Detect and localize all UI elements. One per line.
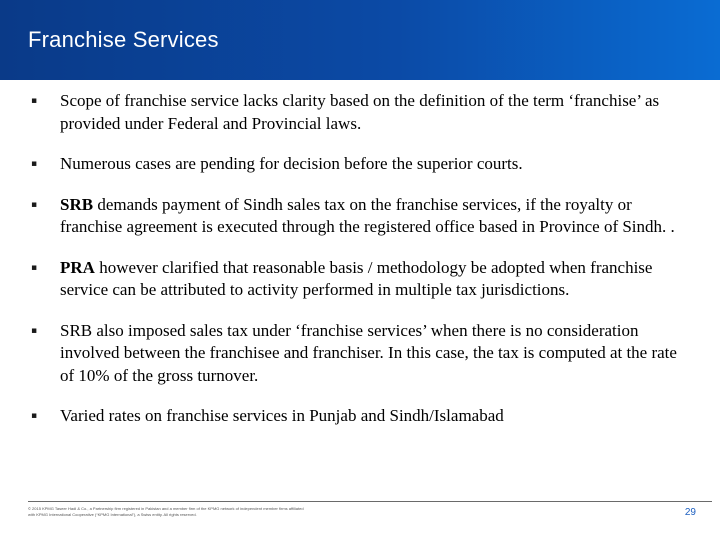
bullet-text: Varied rates on franchise services in Punjab and Sindh/Islamabad (60, 406, 504, 425)
bullet-item (30, 320, 690, 388)
square-bullet-icon: ▪ (31, 159, 38, 169)
page-number: 29 (684, 507, 696, 518)
bullet-text: demands payment of Sindh sales tax on the franchise services, if the royalty or franchise agreement is executed through the registered office based in Province of Sindh. . (60, 194, 675, 236)
bullet-text: however clarified that reasonable basis / methodology be adopted when franchise service can be attributed to activity performed in multiple tax jurisdictions. (60, 257, 653, 299)
square-bullet-icon: ▪ (31, 96, 38, 106)
bullet-list (30, 90, 690, 446)
footer-divider (28, 501, 712, 502)
bullet-item (30, 194, 690, 239)
bullet-text: SRB also imposed sales tax under ‘franchise services’ when there is no consideration involved between the franchisee and franchiser. In this case, the tax is computed at the rate of 10% of the gross turnover. (60, 320, 677, 385)
square-bullet-icon: ▪ (31, 199, 38, 210)
bullet-item (30, 405, 690, 428)
square-bullet-icon: ▪ (31, 262, 38, 273)
footer-disclaimer: © 2015 KPMG Taseer Hadi & Co., a Partnership firm registered in Pakistan and a member firm of the KPMG network of independent member firms affiliated with KPMG International Cooperative (“KPMG International”), a Swiss entity. All rights reserved. (28, 506, 304, 517)
bullet-item (30, 257, 690, 302)
bullet-item (30, 153, 690, 176)
bullet-text: Scope of franchise service lacks clarity based on the definition of the term ‘franchise’ as provided under Federal and Provincial laws. (60, 91, 660, 133)
bullet-item (30, 90, 690, 135)
bullet-lead: SRB (60, 194, 94, 214)
square-bullet-icon: ▪ (31, 325, 38, 336)
title-bar (0, 0, 720, 80)
page-title: Franchise Services (28, 27, 219, 52)
bullet-text: Numerous cases are pending for decision before the superior courts. (60, 154, 523, 173)
square-bullet-icon: ▪ (31, 411, 38, 421)
bullet-lead: PRA (60, 257, 95, 277)
